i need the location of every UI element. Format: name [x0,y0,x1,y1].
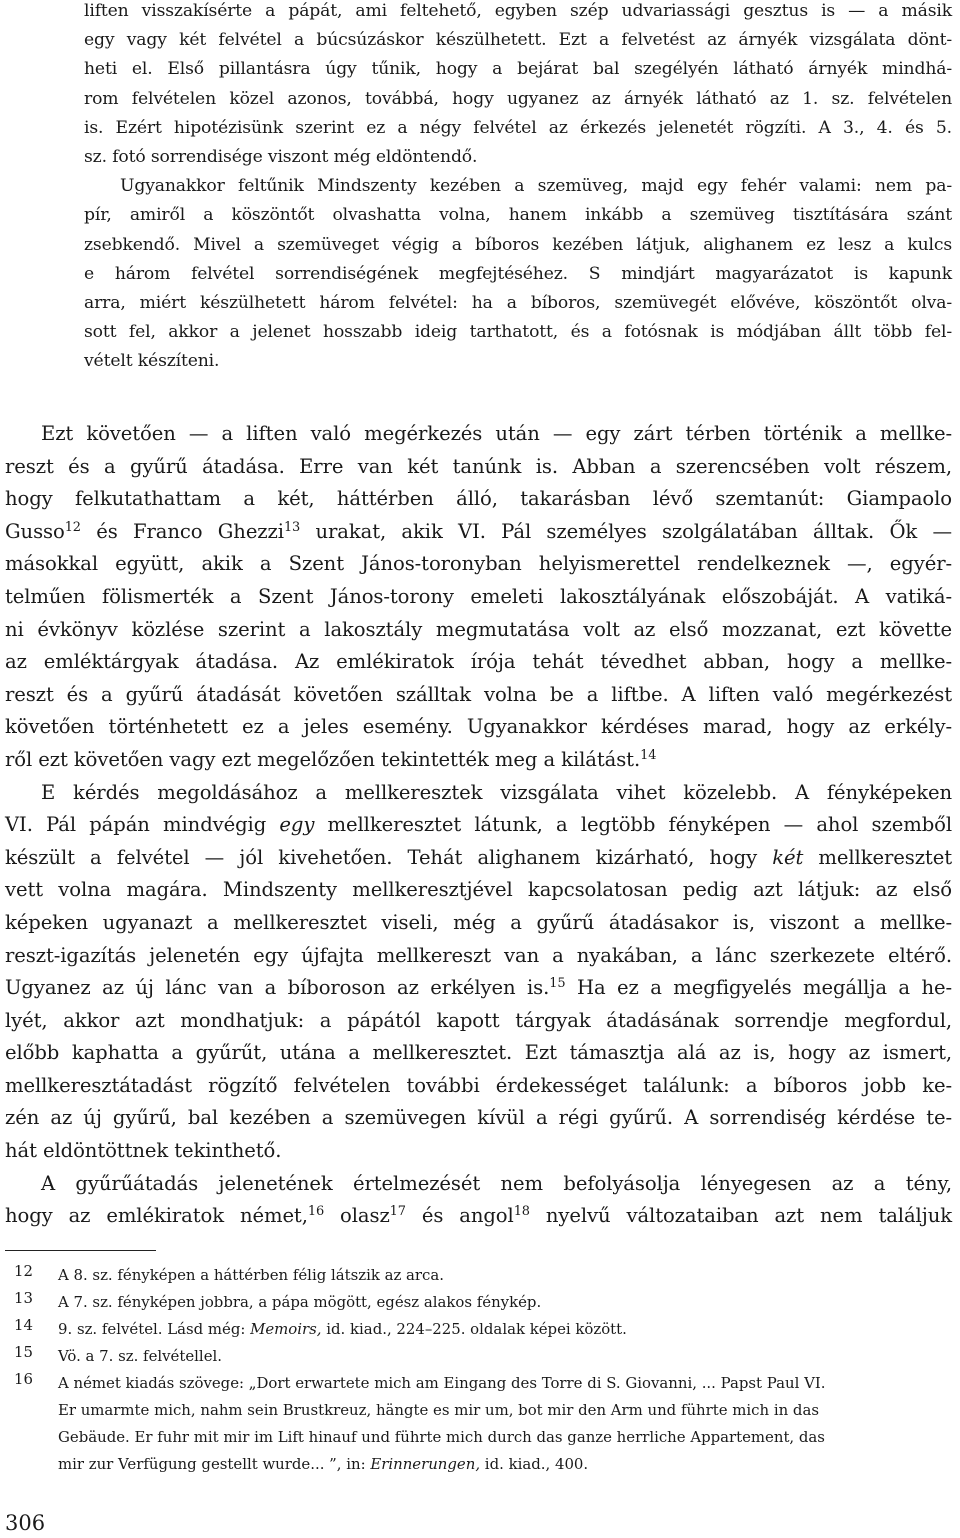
text-line [5,972,952,1005]
text-line: pír, amiről a köszöntőt olvashatta volna, hanem inkább a szemüveg tisztítására szánt [84,205,952,226]
text-run: és angol [405,1204,514,1228]
text-line: követően történhetett ez a jeles esemény. Ugyanakkor kérdéses marad, hogy az erkély- [5,715,952,739]
footnote-15 [0,1343,960,1370]
text-line: hogy felkutathattam a két, háttérben álló, takarásban lévő szemtanút: Giampaolo [5,487,952,511]
text-line: reszt és a gyűrű átadását követően szálltak volna be a liftbe. A liften való megérkezést [5,682,952,706]
text-run: id. kiad., 224–225. oldalak képei között. [321,1320,627,1338]
text-run: id. kiad., 400. [480,1455,589,1473]
text-run: készült a felvétel — jól kivehetően. Tehát alighanem kizárható, hogy [5,845,773,869]
text-run: Ha ez a megfigyelés megállja a he- [565,976,952,1000]
text-line: heti el. Első pillantásra úgy tűnik, hogy a bejárat bal szegélyén látható árnyék mindhá- [84,59,952,80]
book-title: Memoirs, [250,1320,322,1338]
text-run: mir zur Verfügung gestellt wurde... ”, in: [58,1455,371,1473]
text-line: sz. fotó sorrendisége viszont még eldöntendő. [84,146,478,167]
book-title: Erinnerungen, [370,1455,481,1473]
footnote-text: Er umarmte mich, nahm sein Brustkreuz, hängte es mir um, bot mir den Arm und führte mich in das [58,1401,819,1419]
text-run: olasz [324,1204,390,1228]
footnote-16 [0,1370,960,1478]
footnote-13 [0,1289,960,1316]
footnote-divider [5,1250,156,1251]
text-line [5,1200,952,1233]
text-line: vett volna magára. Mindszenty mellkeresztjével kapcsolatosan pedig azt látjuk: az első [5,878,952,902]
text-line: sott fel, akkor a jelenet hosszabb ideig tarthatott, és a fotósnak is módjában állt több fel- [84,322,952,343]
text-line: lyét, akkor azt mondhatjuk: a pápától kapott tárgyak átadásának sorrendje megfordul, [5,1008,952,1032]
footnote-ref-18[interactable]: 18 [513,1204,530,1220]
footnote-14 [0,1316,960,1343]
text-run: nyelvű változataiban azt nem találjuk [529,1204,952,1228]
text-run: és Franco Ghezzi [80,519,284,543]
footnote-ref-15[interactable]: 15 [549,975,566,991]
text-run: 9. sz. felvétel. Lásd még: [58,1320,251,1338]
footnote-number: 12 [14,1262,33,1280]
text-run: hogy az emlékiratok német, [5,1204,308,1228]
text-line: hát eldöntöttnek tekinthető. [5,1139,282,1163]
footnote-number: 13 [14,1289,33,1307]
footnote-ref-13[interactable]: 13 [283,519,301,535]
footnote-text: Gebäude. Er fuhr mit mir im Lift hinauf und führte mich durch das ganze herrliche Appartement, das [58,1428,825,1446]
footnote-text [58,1316,952,1343]
text-line: reszt és a gyűrű átadása. Erre van két tanúnk is. Abban a szerencsében volt részem, [5,454,952,478]
text-line [5,842,952,875]
text-line: az emléktárgyak átadása. Az emlékiratok írója tehát tévedhet abban, hogy a mellke- [5,650,952,674]
emphasis: két [772,845,804,869]
text-line [5,516,952,549]
page-number: 306 [5,1511,46,1535]
footnote-ref-14[interactable]: 14 [640,747,657,763]
footnote-ref-17[interactable]: 17 [389,1204,406,1220]
text-line: ni évkönyv közlése szerint a lakosztály megmutatása volt az első mozzanat, ezt követte [5,617,952,641]
text-line: másokkal együtt, akik a Szent János-toronyban helyismerettel rendelkeznek —, egyér- [5,552,952,576]
text-run: urakat, akik VI. Pál személyes szolgálatában álltak. Ők — [300,519,952,543]
paragraph-small-print [84,0,952,376]
text-line: egy vagy két felvétel a búcsúzáskor készülhetett. Ezt a felvetést az árnyék vizsgálata dönt- [84,30,952,51]
footnote-number: 16 [14,1370,33,1388]
text-run: ről ezt követően vagy ezt megelőzően tekintették meg a kilátást. [5,747,641,771]
text-run: mellkeresztet [803,845,952,869]
footnote-number: 15 [14,1343,33,1361]
footnote-text: A 7. sz. fényképen jobbra, a pápa mögött, egész alakos fénykép. [58,1293,542,1311]
text-line: arra, miért készülhetett három felvétel: ha a bíboros, szemüvegét elővéve, köszöntőt olva- [84,292,952,313]
text-line: liften visszakísérte a pápát, ami feltehető, egyben szép udvariassági gesztus is — a másik [84,1,952,21]
footnote-text: A német kiadás szövege: „Dort erwartete mich am Eingang des Torre di S. Giovanni, ... Papst Paul VI. [58,1374,826,1392]
text-line [5,809,952,842]
text-line: telműen fölismerték a Szent János-torony emeleti lakosztályának előszobáját. A vatiká- [5,584,952,608]
footnote-text [58,1451,952,1478]
main-body-text [5,418,952,1233]
text-line: E kérdés megoldásához a mellkeresztek vizsgálata vihet közelebb. A fényképeken [41,780,952,804]
text-line: zsebkendő. Mivel a szemüveget végig a bíboros kezében látjuk, alighanem ez lesz a kulcs [84,234,952,255]
footnote-text: A 8. sz. fényképen a háttérben félig látszik az arca. [58,1266,445,1284]
text-line: A gyűrűátadás jelenetének értelmezését nem befolyásolja lényegesen az a tény, [41,1171,952,1195]
footnotes [0,1262,960,1478]
text-line: előbb kaphatta a gyűrűt, utána a mellkeresztet. Ezt támasztja alá az is, hogy az ismert, [5,1041,952,1065]
text-line: vételt készíteni. [84,351,220,372]
footnote-12 [0,1262,960,1289]
footnote-ref-16[interactable]: 16 [307,1204,325,1220]
text-line: reszt-igazítás jelenetén egy újfajta mellkereszt van a nyakában, a lánc szerkezete eltérő. [5,943,952,967]
text-line: képeken ugyanazt a mellkeresztet viseli, még a gyűrű átadásakor is, viszont a mellke- [5,910,952,934]
text-line: e három felvétel sorrendiségének megfejtéséhez. S mindjárt magyarázatot is kapunk [84,263,952,284]
text-line [5,744,952,777]
text-line: zén az új gyűrű, bal kezében a szemüvegen kívül a régi gyűrű. A sorrendiség kérdése te- [5,1106,952,1130]
text-line: Ugyanakkor feltűnik Mindszenty kezében a szemüveg, majd egy fehér valami: nem pa- [120,176,952,197]
footnote-text: Vö. a 7. sz. felvétellel. [58,1347,222,1365]
text-run: VI. Pál pápán mindvégig [5,813,280,837]
text-line: rom felvételen közel azonos, továbbá, hogy ugyanez az árnyék látható az 1. sz. felvételen [84,88,952,109]
text-run: Gusso [5,519,65,543]
footnote-number: 14 [14,1316,33,1334]
emphasis: egy [279,813,315,837]
text-line: mellkeresztátadást rögzítő felvételen további érdekességet találunk: a bíboros jobb ke- [5,1073,952,1097]
text-run: Ugyanez az új lánc van a bíboroson az erkélyen is. [5,976,550,1000]
footnote-ref-12[interactable]: 12 [64,519,81,535]
text-run: mellkeresztet látunk, a legtöbb fényképen — ahol szemből [314,813,952,837]
text-line: is. Ezért hipotézisünk szerint ez a négy felvétel az érkezés jelenetét rögzíti. A 3., 4. és 5. [84,117,952,138]
text-line: Ezt követően — a liften való megérkezés után — egy zárt térben történik a mellke- [41,422,952,445]
